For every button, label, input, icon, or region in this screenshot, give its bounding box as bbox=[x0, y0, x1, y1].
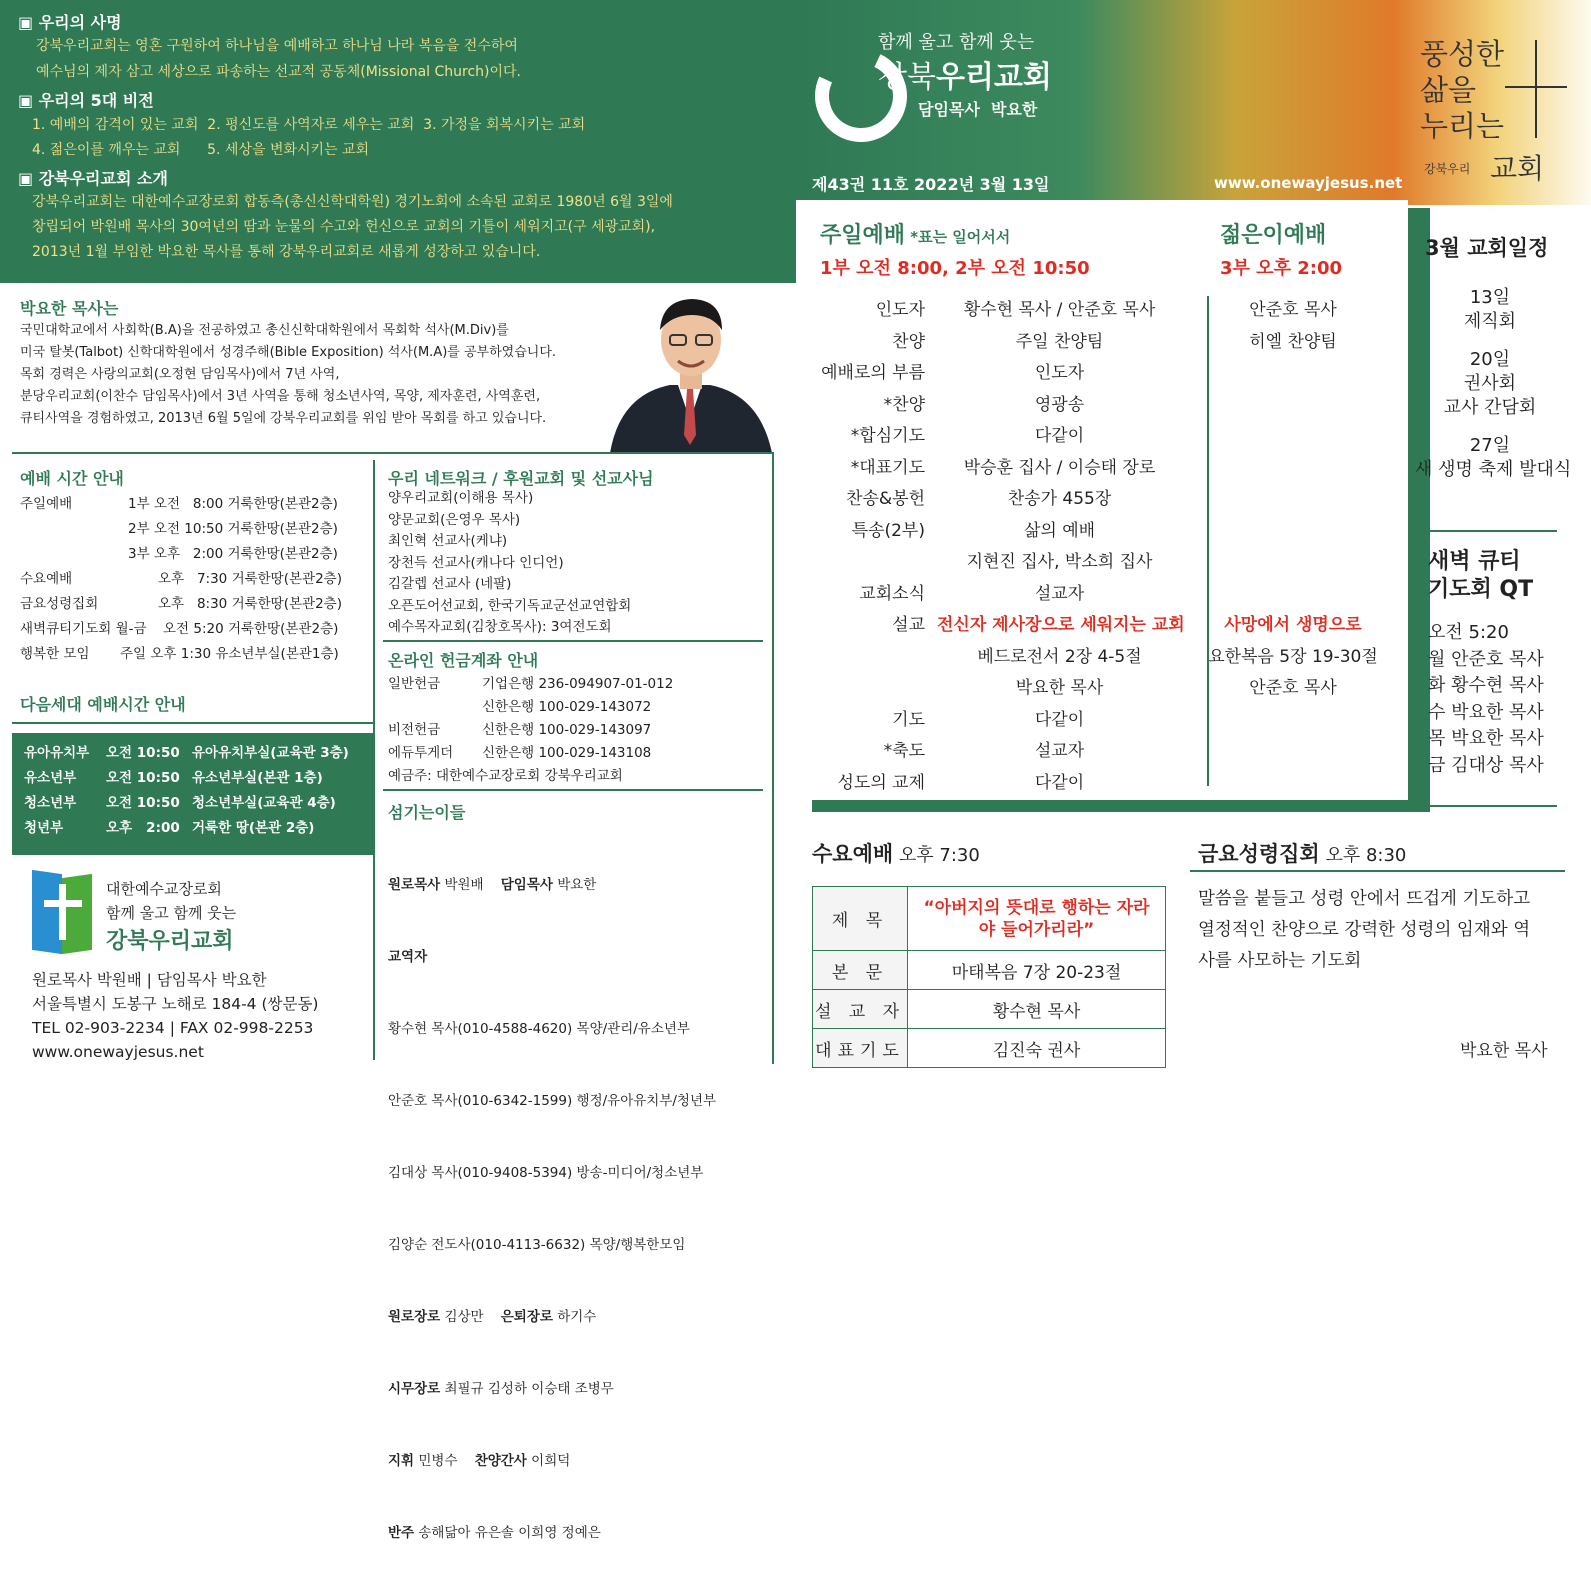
intro-text-1: 강북우리교회는 대한예수교장로회 합동측(총신신학대학원) 경기노회에 소속된 교회로 1980년 6월 3일에 bbox=[32, 194, 673, 210]
friday-sign: 박요한 목사 bbox=[1460, 1041, 1548, 1061]
order-main: 설교자 bbox=[1034, 741, 1085, 762]
qt-title-line: 기도회 QT bbox=[1428, 577, 1534, 602]
offering-account: 신한은행 100-029-143108 bbox=[482, 745, 652, 761]
mission-heading: ▣ 우리의 사명 bbox=[18, 13, 122, 32]
cross-icon-bar bbox=[1505, 86, 1567, 88]
next-gen-box bbox=[12, 733, 374, 855]
bio-line: 미국 탈봇(Talbot) 신학대학원에서 성경주해(Bible Exposition) 석사(M.A)를 공부하였습니다. bbox=[20, 345, 557, 360]
offering-type: 비전헌금 bbox=[388, 722, 441, 738]
servants-title: 섬기는이들 bbox=[388, 803, 466, 822]
motto-line-3: 누리는 bbox=[1420, 109, 1505, 143]
role-name: 이희덕 bbox=[526, 1453, 571, 1469]
network-title: 우리 네트워크 / 후원교회 및 선교사님 bbox=[388, 469, 654, 488]
contact-pastors: 원로목사 박원배 | 담임목사 박요한 bbox=[32, 971, 267, 989]
wednesday-title: 수요예배 bbox=[812, 842, 894, 866]
header-pastor: 담임목사 박요한 bbox=[918, 100, 1038, 119]
bio-line: 분당우리교회(이찬수 담임목사)에서 3년 사역을 통해 청소년사역, 목양, 제자훈련, 사역훈련, bbox=[20, 389, 541, 404]
bio-line: 국민대학교에서 사회학(B.A)을 전공하였고 총신신학대학원에서 목회학 석사(M.Div)를 bbox=[20, 323, 509, 338]
offering-account: 신한은행 100-029-143097 bbox=[482, 722, 652, 738]
offering-type bbox=[388, 695, 482, 718]
role-name: 하기수 bbox=[552, 1309, 597, 1325]
service-detail: 주일 오후 1:30 유소년부실(본관1층) bbox=[120, 646, 339, 662]
wed-key: 제 목 bbox=[813, 887, 908, 951]
order-of-worship bbox=[795, 292, 1388, 796]
sunday-title-wrap bbox=[820, 218, 1010, 249]
friday-desc bbox=[1198, 884, 1530, 977]
order-row bbox=[795, 765, 1388, 797]
calendar-title: 3월 교회일정 bbox=[1425, 236, 1549, 260]
role-label: 원로목사 bbox=[388, 877, 441, 893]
role-name: 박요한 bbox=[552, 877, 597, 893]
order-main: 인도자 bbox=[1034, 363, 1085, 384]
role-name: 김상만 bbox=[440, 1309, 501, 1325]
role-name: 송해닮아 유은솔 이희영 정예은 bbox=[414, 1525, 601, 1541]
role-label: 지휘 bbox=[388, 1453, 415, 1469]
divider bbox=[383, 789, 763, 791]
dept-place: 거룩한 땅(본관 2층) bbox=[192, 820, 315, 836]
wed-key: 설 교 자 bbox=[813, 990, 908, 1029]
wed-key: 본 문 bbox=[813, 951, 908, 990]
order-row bbox=[795, 639, 1388, 671]
order-youth: 히엘 찬양팀 bbox=[1249, 331, 1337, 352]
dept-time: 오전 10:50 bbox=[106, 770, 180, 786]
qt-title bbox=[1428, 548, 1533, 604]
order-row bbox=[795, 513, 1388, 545]
dept-time: 오전 10:50 bbox=[106, 745, 180, 761]
qt-day: 화 황수현 목사 bbox=[1428, 675, 1544, 696]
friday-time: 오후 8:30 bbox=[1319, 845, 1407, 866]
divider bbox=[1425, 805, 1557, 807]
order-row bbox=[795, 576, 1388, 608]
role-label: 담임목사 bbox=[500, 877, 553, 893]
dept-name: 유아유치부 bbox=[24, 745, 90, 761]
role-label: 원로장로 bbox=[388, 1309, 441, 1325]
order-main: 주일 찬양팀 bbox=[1015, 331, 1104, 352]
calendar-event: 새 생명 축제 발대식 bbox=[1415, 459, 1572, 480]
network-item: 예수목자교회(김창호목사): 3여전도회 bbox=[388, 619, 612, 635]
vision-heading: ▣ 우리의 5대 비전 bbox=[18, 91, 154, 110]
motto-line-1: 풍성한 bbox=[1420, 37, 1505, 71]
bio-line: 큐티사역을 경험하였고, 2013년 6월 5일에 강북우리교회를 위임 받아 목회를 하고 있습니다. bbox=[20, 411, 547, 426]
vision-text-2: 4. 젊은이를 깨우는 교회 5. 세상을 변화시키는 교회 bbox=[32, 142, 370, 158]
header-slogan: 함께 울고 함께 웃는 bbox=[878, 32, 1035, 53]
motto-line-2: 삶을 bbox=[1420, 73, 1477, 107]
order-main: 다같이 bbox=[1034, 426, 1085, 447]
order-youth: 사망에서 생명으로 bbox=[1224, 615, 1362, 636]
offering-type: 에듀투게더 bbox=[388, 745, 454, 761]
network-item: 오픈도어선교회, 한국기독교군선교연합회 bbox=[388, 597, 632, 614]
staff-item: 김대상 목사(010-9408-5394) 방송-미디어/청소년부 bbox=[388, 1165, 704, 1181]
order-row bbox=[795, 418, 1388, 450]
contact-url[interactable]: www.onewayjesus.net bbox=[32, 1043, 204, 1061]
network-item: 김갈렙 선교사 (네팔) bbox=[388, 576, 512, 592]
order-row bbox=[795, 387, 1388, 419]
offering-holder: 예금주: 대한예수교장로회 강북우리교회 bbox=[388, 768, 623, 784]
wednesday-table bbox=[812, 886, 1166, 1068]
contact-address: 서울특별시 도봉구 노해로 184-4 (쌍문동) bbox=[32, 995, 319, 1013]
offering-type: 일반헌금 bbox=[388, 676, 441, 692]
service-detail: 오후 7:30 거룩한땅(본관2층) bbox=[158, 571, 342, 587]
order-row bbox=[795, 733, 1388, 765]
order-main: 다같이 bbox=[1034, 772, 1085, 793]
service-name: 행복한 모임 bbox=[20, 646, 90, 662]
order-item: *대표기도 bbox=[850, 457, 925, 478]
service-detail: 3부 오후 2:00 거룩한땅(본관2층) bbox=[128, 546, 338, 562]
church-name-prefix: 강북 bbox=[878, 60, 936, 95]
friday-title-wrap bbox=[1198, 838, 1406, 868]
calendar-day: 27일 bbox=[1469, 435, 1511, 456]
friday-line: 사를 사모하는 기도회 bbox=[1198, 951, 1362, 971]
order-row bbox=[795, 324, 1388, 356]
wednesday-title-wrap bbox=[812, 838, 980, 868]
order-main: 황수현 목사 / 안준호 목사 bbox=[963, 300, 1156, 321]
qt-day: 금 김대상 목사 bbox=[1428, 754, 1544, 776]
order-main: 설교자 bbox=[1034, 583, 1085, 604]
wed-value: 마태복음 7장 20-23절 bbox=[908, 951, 1166, 990]
service-name bbox=[20, 517, 128, 542]
calendar-event: 교사 간담회 bbox=[1443, 397, 1537, 418]
youth-title: 젊은이예배 bbox=[1220, 223, 1327, 248]
calendar-day: 13일 bbox=[1469, 287, 1511, 308]
order-row bbox=[795, 544, 1388, 576]
church-name: 강북우리교회 bbox=[106, 929, 234, 954]
frame-top bbox=[12, 452, 774, 454]
order-youth: 안준호 목사 bbox=[1249, 300, 1337, 321]
order-row bbox=[795, 292, 1388, 324]
order-item: 성도의 교제 bbox=[837, 772, 925, 793]
service-name bbox=[20, 542, 128, 567]
offering-title: 온라인 헌금계좌 안내 bbox=[388, 651, 539, 670]
dept-place: 유소년부실(본관 1층) bbox=[192, 770, 323, 786]
header-church-name bbox=[878, 52, 1052, 96]
qt-day: 월 안준호 목사 bbox=[1428, 648, 1544, 670]
order-row bbox=[795, 607, 1388, 639]
calendar-event: 제직회 bbox=[1463, 311, 1517, 332]
divider bbox=[1425, 530, 1557, 532]
order-item: 특송(2부) bbox=[851, 520, 925, 541]
header-url[interactable]: www.onewayjesus.net bbox=[1214, 174, 1403, 192]
church-name-main: 우리교회 bbox=[935, 60, 1052, 95]
service-name: 주일예배 bbox=[20, 496, 73, 512]
friday-title: 금요성령집회 bbox=[1198, 842, 1320, 866]
motto-big: 교회 bbox=[1490, 152, 1545, 185]
order-main: 박승훈 집사 / 이승태 장로 bbox=[963, 457, 1156, 478]
dept-name: 청소년부 bbox=[24, 795, 77, 811]
service-name: 금요성령집회 bbox=[20, 596, 99, 612]
role-label: 반주 bbox=[388, 1525, 415, 1541]
service-detail: 1부 오전 8:00 거룩한땅(본관2층) bbox=[128, 496, 338, 512]
staff-item: 안준호 목사(010-6342-1599) 행정/유아유치부/청년부 bbox=[388, 1093, 717, 1109]
dept-name: 유소년부 bbox=[24, 770, 77, 786]
service-times-list bbox=[20, 492, 342, 667]
wednesday-time: 오후 7:30 bbox=[893, 845, 980, 866]
staff-item: 김양순 전도사(010-4113-6632) 목양/행복한모임 bbox=[388, 1237, 686, 1253]
issue-info: 제43권 11호 2022년 3월 13일 bbox=[812, 175, 1050, 194]
church-slogan: 함께 울고 함께 웃는 bbox=[106, 904, 237, 922]
service-detail: 오후 8:30 거룩한땅(본관2층) bbox=[158, 596, 342, 612]
order-item: 찬송&봉헌 bbox=[846, 489, 925, 510]
bio-line: 목회 경력은 사랑의교회(오정현 담임목사)에서 7년 사역, bbox=[20, 367, 340, 382]
order-item: 예배로의 부름 bbox=[821, 363, 925, 384]
cross-icon bbox=[1535, 40, 1537, 138]
order-item: *찬양 bbox=[883, 394, 925, 415]
sunday-times: 1부 오전 8:00, 2부 오전 10:50 bbox=[820, 258, 1090, 279]
staff-item: 황수현 목사(010-4588-4620) 목양/관리/유소년부 bbox=[388, 1021, 690, 1037]
service-times-title: 예배 시간 안내 bbox=[20, 469, 124, 488]
order-item: *합심기도 bbox=[850, 426, 925, 447]
calendar-event: 권사회 bbox=[1463, 373, 1517, 394]
order-item: 설교 bbox=[892, 615, 925, 636]
calendar-list bbox=[1415, 286, 1572, 482]
divider bbox=[1190, 870, 1565, 872]
intro-text-3: 2013년 1월 부임한 박요한 목사를 통해 강북우리교회로 새롭게 성장하고 있습니다. bbox=[32, 244, 541, 260]
network-item: 양우리교회(이해용 목사) bbox=[388, 490, 534, 506]
youth-time: 3부 오후 2:00 bbox=[1220, 258, 1342, 279]
offering-account: 기업은행 236-094907-01-012 bbox=[482, 676, 674, 692]
wed-key: 대표기도 bbox=[813, 1029, 908, 1068]
wed-value: 황수현 목사 bbox=[908, 990, 1166, 1029]
calendar-day: 20일 bbox=[1469, 349, 1511, 370]
vision-text-1: 1. 예배의 감격이 있는 교회 2. 평신도를 사역자로 세우는 교회 3. 가정을 회복시키는 교회 bbox=[32, 117, 586, 133]
order-row bbox=[795, 481, 1388, 513]
mission-text-1: 강북우리교회는 영혼 구원하여 하나님을 예배하고 하나님 나라 복음을 전수하여 bbox=[36, 38, 518, 54]
wed-value: 김진숙 권사 bbox=[908, 1029, 1166, 1068]
order-row bbox=[795, 450, 1388, 482]
divider bbox=[383, 640, 763, 642]
order-item: *축도 bbox=[883, 741, 925, 762]
offering-list bbox=[388, 672, 673, 787]
order-main: 다같이 bbox=[1034, 709, 1085, 730]
friday-line: 열정적인 찬양으로 강력한 성령의 임재와 역 bbox=[1198, 920, 1531, 940]
church-cross-logo-icon bbox=[32, 872, 94, 952]
frame-right bbox=[772, 452, 774, 1064]
role-label: 찬양간사 bbox=[474, 1453, 527, 1469]
offering-account: 신한은행 100-029-143072 bbox=[482, 699, 652, 715]
qt-time: 오전 5:20 bbox=[1428, 622, 1509, 643]
network-item: 장천득 선교사(캐나다 인디언) bbox=[388, 554, 564, 571]
wed-sermon-title: “아버지의 뜻대로 행하는 자라야 들어가리라” bbox=[908, 887, 1166, 951]
mission-text-2: 예수님의 제자 삼고 세상으로 파송하는 선교적 공동체(Missional Church)이다. bbox=[36, 64, 521, 80]
network-list bbox=[388, 488, 631, 639]
divider bbox=[12, 722, 374, 724]
order-main: 삶의 예배 bbox=[1023, 520, 1096, 541]
role-label: 시무장로 bbox=[388, 1381, 441, 1397]
pastor-photo bbox=[600, 285, 780, 453]
order-row bbox=[795, 670, 1388, 702]
friday-line: 말씀을 붙들고 성령 안에서 뜨겁게 기도하고 bbox=[1198, 889, 1531, 909]
order-item: 기도 bbox=[892, 709, 925, 730]
order-main: 전신자 제사장으로 세워지는 교회 bbox=[937, 615, 1185, 636]
pastor-bio-text bbox=[20, 320, 556, 430]
role-name: 최필규 김성하 이승태 조병무 bbox=[440, 1381, 614, 1397]
qt-day: 목 박요한 목사 bbox=[1428, 728, 1544, 749]
order-youth: 안준호 목사 bbox=[1249, 678, 1337, 699]
service-name: 수요예배 bbox=[20, 571, 73, 587]
intro-heading: ▣ 강북우리교회 소개 bbox=[18, 169, 168, 188]
service-detail: 오전 5:20 거룩한땅(본관2층) bbox=[163, 621, 339, 637]
order-main: 박요한 목사 bbox=[1015, 678, 1104, 699]
qt-day: 수 박요한 목사 bbox=[1428, 701, 1544, 723]
pastor-bio-title: 박요한 목사는 bbox=[20, 299, 119, 318]
qt-list bbox=[1428, 620, 1544, 779]
service-detail: 2부 오전 10:50 거룩한땅(본관2층) bbox=[128, 521, 338, 537]
order-item: 찬양 bbox=[892, 331, 925, 352]
church-contact bbox=[32, 968, 318, 1064]
dept-time: 오후 2:00 bbox=[106, 820, 180, 836]
dept-time: 오전 10:50 bbox=[106, 795, 180, 811]
order-item: 교회소식 bbox=[859, 583, 925, 604]
servants-list bbox=[388, 825, 716, 1569]
next-gen-title: 다음세대 예배시간 안내 bbox=[20, 695, 186, 714]
intro-text-2: 창립되어 박원배 목사의 30여년의 땀과 눈물의 수고와 헌신으로 교회의 기틀이 세워지고(구 세광교회), bbox=[32, 219, 656, 235]
order-row bbox=[795, 702, 1388, 734]
sunday-title: 주일예배 bbox=[820, 223, 906, 248]
role-label: 교역자 bbox=[388, 949, 428, 965]
role-name: 박원배 bbox=[440, 877, 501, 893]
dept-place: 청소년부실(교육관 4층) bbox=[192, 795, 336, 811]
order-youth: 요한복음 5장 19-30절 bbox=[1208, 646, 1378, 667]
service-name: 새벽큐티기도회 월-금 bbox=[20, 621, 147, 637]
motto-small: 강북우리 bbox=[1424, 162, 1471, 176]
role-name: 민병수 bbox=[414, 1453, 475, 1469]
network-item: 최인혁 선교사(케냐) bbox=[388, 533, 508, 549]
order-main: 영광송 bbox=[1034, 394, 1085, 415]
motto bbox=[1420, 36, 1504, 144]
dept-place: 유아유치부실(교육관 3층) bbox=[192, 745, 349, 761]
order-main: 찬송가 455장 bbox=[1007, 489, 1112, 510]
order-main: 베드로전서 2장 4-5절 bbox=[977, 646, 1142, 667]
qt-title-line: 새벽 큐티 bbox=[1428, 549, 1521, 574]
order-row bbox=[795, 355, 1388, 387]
contact-phone: TEL 02-903-2234 | FAX 02-998-2253 bbox=[32, 1019, 314, 1037]
order-main: 지현진 집사, 박소희 집사 bbox=[966, 552, 1153, 573]
network-item: 양문교회(은영우 목사) bbox=[388, 511, 521, 528]
order-item: 인도자 bbox=[875, 300, 925, 321]
church-denom: 대한예수교장로회 bbox=[106, 880, 222, 898]
sunday-note: *표는 일어서서 bbox=[905, 228, 1011, 246]
dept-name: 청년부 bbox=[24, 820, 64, 836]
role-label: 은퇴장로 bbox=[500, 1309, 553, 1325]
